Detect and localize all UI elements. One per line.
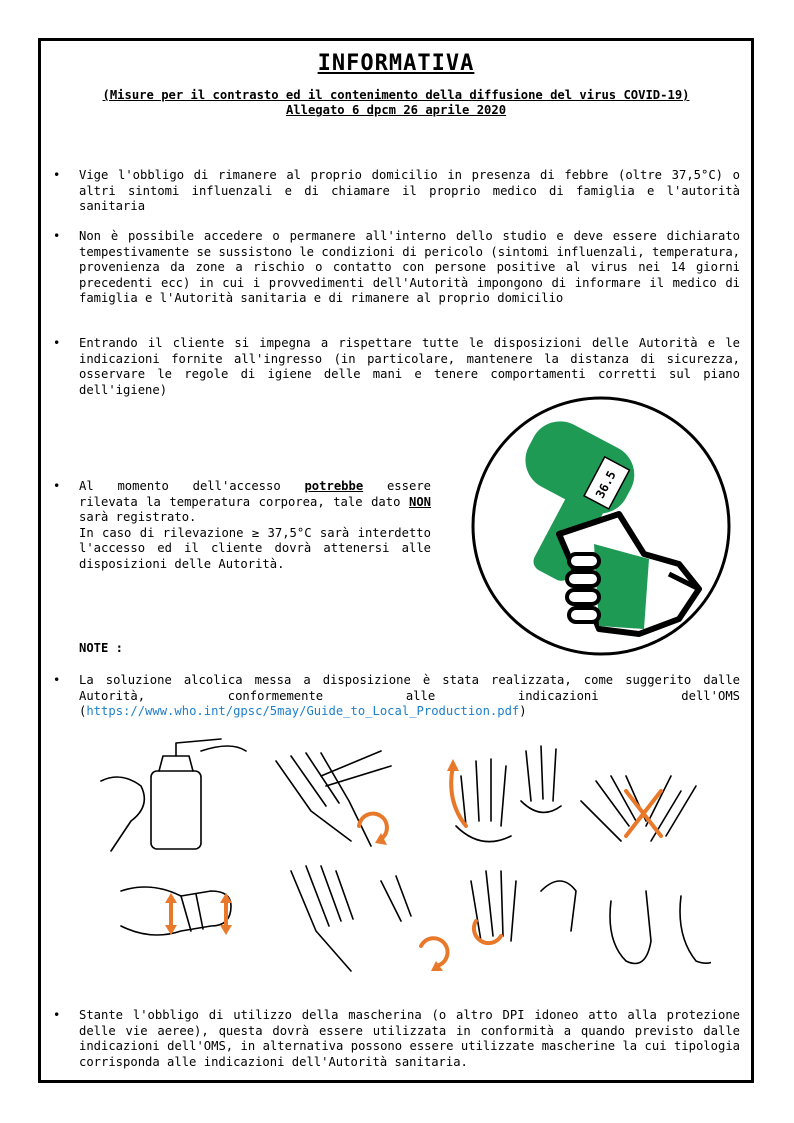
hand-wash-step-icon bbox=[276, 751, 391, 846]
hand-wash-step-icon bbox=[291, 866, 411, 971]
page-subtitle bbox=[41, 88, 751, 118]
hand-wash-step-icon bbox=[471, 871, 576, 941]
bullet-marker: • bbox=[53, 229, 61, 243]
bullet-marker: • bbox=[53, 673, 61, 687]
temperature-text-2: essere rilevata la temperatura corporea, tale dato bbox=[79, 479, 431, 509]
bullet-marker: • bbox=[53, 1008, 61, 1022]
page-frame bbox=[38, 38, 754, 1083]
thermometer-icon bbox=[469, 394, 733, 658]
sanitizer-close: ) bbox=[519, 704, 527, 718]
info-item-access: Non è possibile accedere o permanere all'interno dello studio e deve essere dichiarato tempestivamente se sussistono le condizioni di pericolo (sintomi influenzali, temperatura, provenienza da zone a rischio o contatto con persone positive al virus nei 14 giorni precedenti ecc) in cui i provvedimenti dell'Autorità impongono di informare il medico di famiglia e l'Autorità sanitaria e di rimanere al proprio domicilio bbox=[79, 229, 740, 305]
note-label: NOTE : bbox=[79, 641, 124, 655]
hand-wash-step-icon bbox=[121, 887, 231, 935]
info-item-temperature bbox=[79, 479, 431, 572]
hand-washing-steps bbox=[81, 731, 711, 991]
info-item-fever: Vige l'obbligo di rimanere al proprio domicilio in presenza di febbre (oltre 37,5°C) o altri sintomi influenzali e di chiamare il proprio medico di famiglia e l'autorità sanitaria bbox=[79, 168, 740, 213]
subtitle-line-2: Allegato 6 dpcm 26 aprile 2020 bbox=[285, 103, 507, 117]
hand-wash-step-icon bbox=[101, 739, 246, 851]
temperature-text-1: Al momento dell'accesso bbox=[79, 479, 281, 493]
bullet-marker: • bbox=[53, 336, 61, 350]
bullet-marker: • bbox=[53, 168, 61, 182]
hand-wash-step-icon bbox=[456, 746, 561, 842]
hand-wash-step-icon bbox=[610, 891, 711, 964]
subtitle-line-1: (Misure per il contrasto ed il contenimento della diffusione del virus COVID-19) bbox=[102, 88, 690, 102]
info-item-mask: Stante l'obbligo di utilizzo della mascherina (o altro DPI idoneo atto alla protezione delle vie aeree), questa dovrà essere utilizzata in conformità a quando previsto dalle indicazioni dell'OMS, in alternativa possono essere utilizzate mascherine la cui tipologia corrisponda alle indicazioni dell'Autorità sanitaria. bbox=[79, 1008, 740, 1069]
bullet-marker: • bbox=[53, 479, 61, 493]
page-title: INFORMATIVA bbox=[317, 51, 475, 76]
temperature-bold-potrebbe: potrebbe bbox=[304, 479, 364, 493]
temperature-text-4: In caso di rilevazione ≥ 37,5°C sarà interdetto l'accesso ed il cliente dovrà attenersi alle disposizioni delle Autorità. bbox=[79, 525, 431, 571]
temperature-text-3: sarà registrato. bbox=[79, 510, 197, 524]
who-guide-link[interactable]: https://www.who.int/gpsc/5may/Guide_to_Local_Production.pdf bbox=[86, 704, 520, 718]
sanitizer-text: La soluzione alcolica messa a disposizione è stata realizzata, come suggerito dalle Autorità, conformemente alle indicazioni dell'OMS ( bbox=[79, 673, 740, 718]
temperature-bold-non: NON bbox=[408, 494, 431, 509]
thermometer-reading: 36.5 bbox=[592, 468, 619, 501]
info-item-rules: Entrando il cliente si impegna a rispettare tutte le disposizioni delle Autorità e le indicazioni fornite all'ingresso (in particolare, mantenere la distanza di sicurezza, osservare le regole di igiene delle mani e tenere comportamenti corretti sul piano dell'igiene) bbox=[79, 336, 740, 397]
info-item-sanitizer bbox=[79, 673, 740, 720]
